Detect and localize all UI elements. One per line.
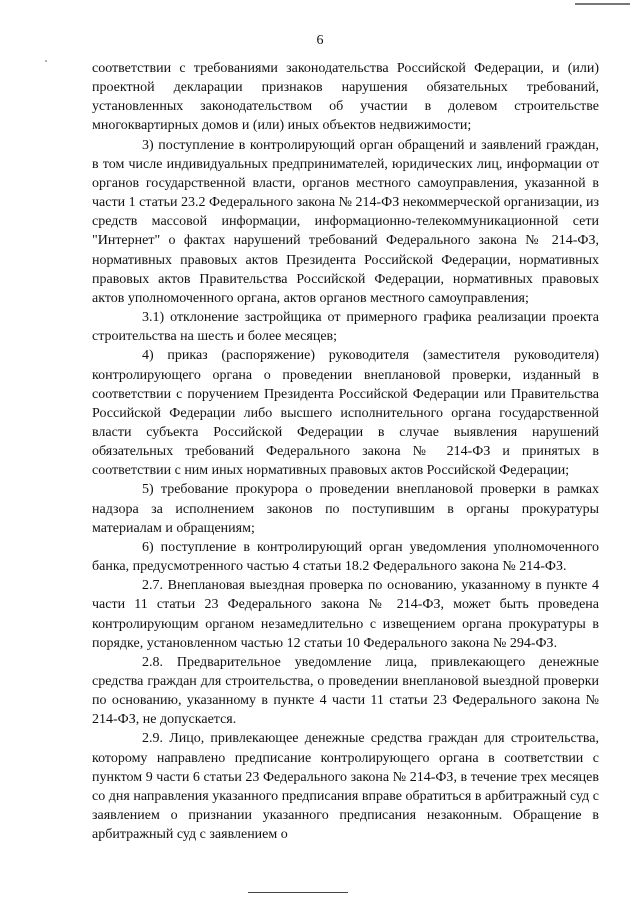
scan-speck (45, 60, 47, 62)
footer-line (248, 892, 348, 893)
document-body (92, 59, 599, 844)
paragraph: 2.7. Внеплановая выездная проверка по основанию, указанному в пункте 4 части 11 статьи 23 Федерального закона № 214-ФЗ, может быть проведена контролирующим органом незамедлительно с извещением органа прокуратуры в порядке, установленном частью 12 статьи 10 Федерального закона № 294-ФЗ. (92, 578, 599, 651)
paragraph: 4) приказ (распоряжение) руководителя (заместителя руководителя) контролирующего органа о проведении внеплановой проверки, изданный в соответствии с поручением Президента Российской Федерации или Правительства Российской Федерации либо высшего исполнительного органа государственной власти субъекта Российской Федерации в случае выявления нарушений обязательных требований Федерального закона № 214-ФЗ и принятых в соответствии с ним иных нормативных правовых актов Российской Федерации; (92, 348, 599, 479)
paragraph: 3.1) отклонение застройщика от примерного графика реализации проекта строительства на шесть и более месяцев; (92, 310, 599, 345)
paragraph: 5) требование прокурора о проведении внеплановой проверки в рамках надзора за исполнением законов по поступившим в органы прокуратуры материалам и обращениям; (92, 482, 599, 536)
scan-mark (575, 3, 630, 5)
paragraph: 2.8. Предварительное уведомление лица, привлекающего денежные средства граждан для строительства, о проведении внеплановой выездной проверки по основанию, указанному в пункте 4 части 11 статьи 23 Федерального закона № 214-ФЗ, не допускается. (92, 654, 599, 728)
paragraph: соответствии с требованиями законодательства Российской Федерации, и (или) проектной декларации признаков нарушения обязательных требований, установленных законодательством об участии в долевом строительстве многоквартирных домов и (или) иных объектов недвижимости; (92, 61, 599, 134)
paragraph: 3) поступление в контролирующий орган обращений и заявлений граждан, в том числе индивидуальных предпринимателей, юридических лиц, информации от органов государственной власти, органов местного самоуправления, указанной в части 1 статьи 23.2 Федерального закона № 214-ФЗ некоммерческой организации, из средств массовой информации, информационно-телекоммуникационной сети "Интернет" о фактах нарушений требований Федерального закона № 214-ФЗ, нормативных правовых актов Президента Российской Федерации, нормативных правовых актов Правительства Российской Федерации, нормативных правовых актов уполномоченного органа, актов органов местного самоуправления; (92, 137, 599, 306)
paragraph: 2.9. Лицо, привлекающее денежные средства граждан для строительства, которому направлено предписание контролирующего органа в соответствии с пунктом 9 части 6 статьи 23 Федерального закона № 214-ФЗ, в течение трех месяцев со дня направления указанного предписания вправе обратиться в арбитражный суд с заявлением о признании указанного предписания незаконным. Обращение в арбитражный суд с заявлением о (92, 731, 599, 843)
page-number: 6 (316, 33, 324, 48)
paragraph: 6) поступление в контролирующий орган уведомления уполномоченного банка, предусмотренного частью 4 статьи 18.2 Федерального закона № 214-ФЗ. (92, 539, 599, 575)
